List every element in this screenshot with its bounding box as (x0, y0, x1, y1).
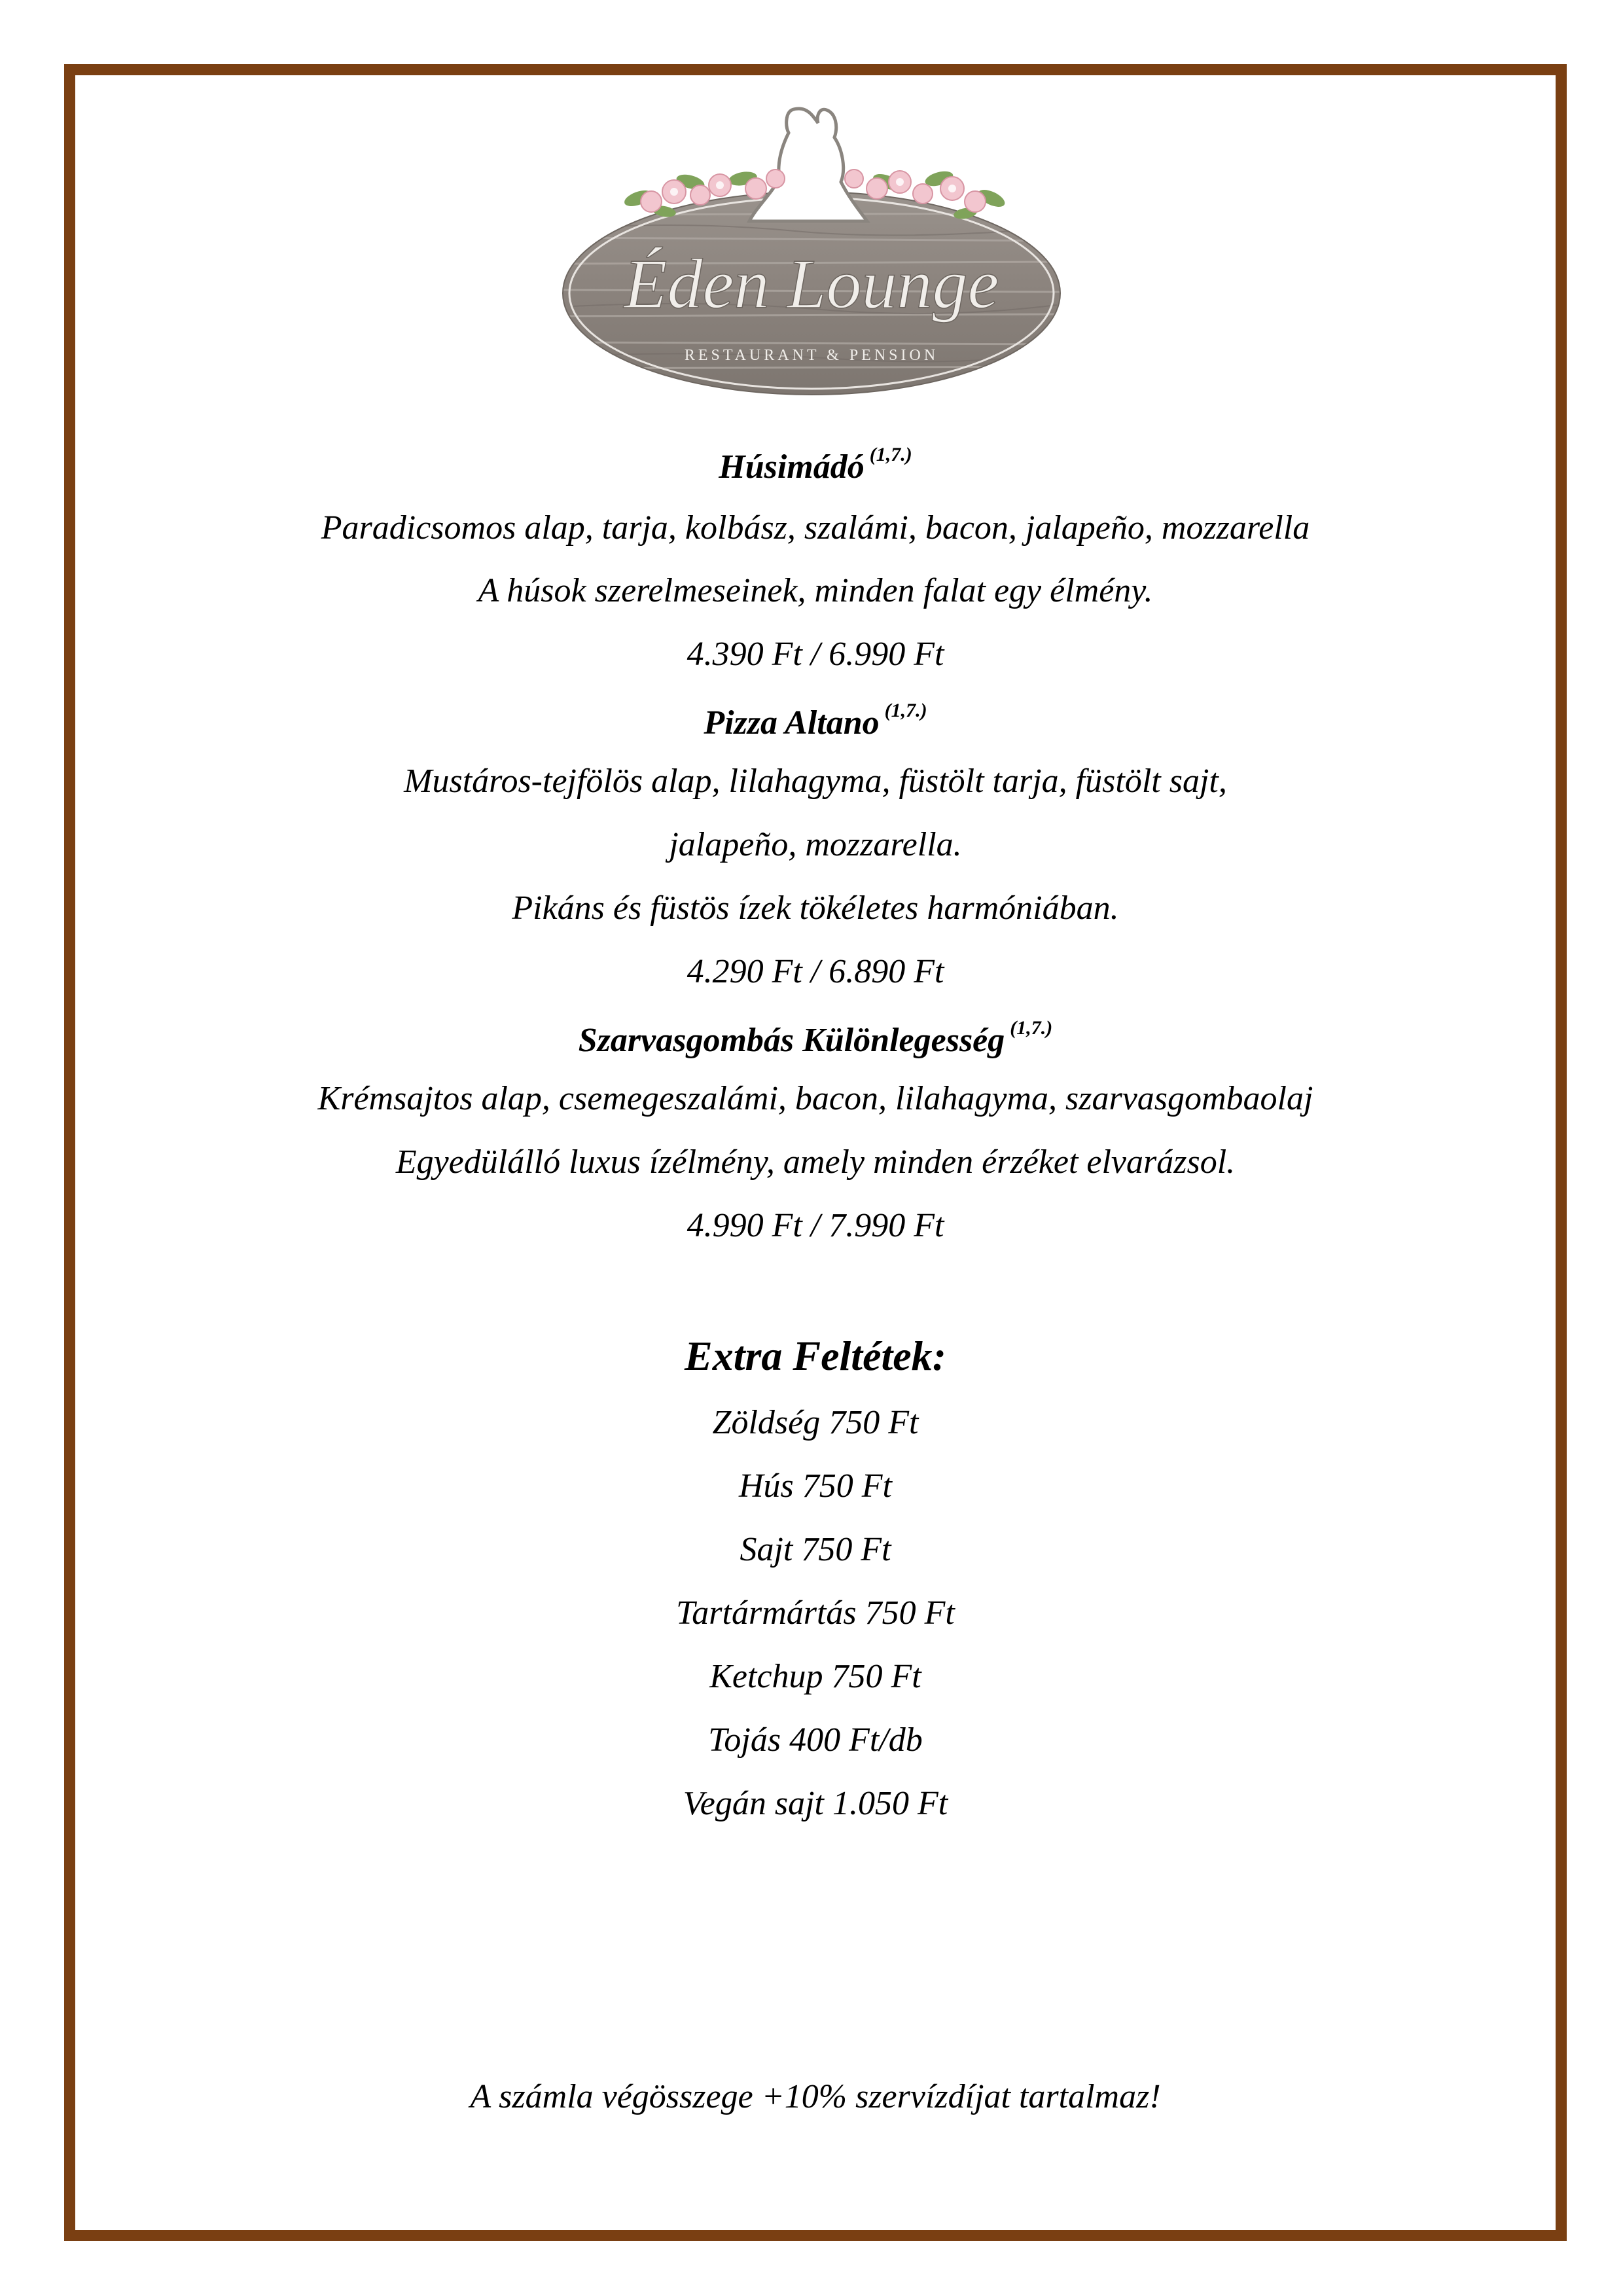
item-description: Krémsajtos alap, csemegeszalámi, bacon, lilahagyma, szarvasgombaolaj (317, 1080, 1313, 1117)
item-price: 4.990 Ft / 7.990 Ft (687, 1207, 944, 1244)
service-charge-note: A számla végösszege +10% szervízdíjat tartalmaz! (470, 2078, 1161, 2115)
menu-item-title (75, 445, 1556, 484)
extra-item: Zöldség 750 Ft (712, 1404, 919, 1441)
logo-tagline: RESTAURANT & PENSION (684, 347, 939, 364)
item-price: 4.390 Ft / 6.990 Ft (687, 636, 944, 673)
extra-item: Hús 750 Ft (739, 1467, 892, 1505)
allergen-codes: (1,7.) (869, 444, 912, 465)
item-name: Húsimádó (719, 448, 865, 486)
allergen-codes: (1,7.) (884, 700, 927, 721)
extra-item: Ketchup 750 Ft (709, 1658, 921, 1695)
eden-lounge-logo (560, 97, 1063, 404)
item-description: A húsok szerelmeseinek, minden falat egy élmény. (478, 572, 1153, 609)
item-price: 4.290 Ft / 6.890 Ft (687, 953, 944, 990)
item-description: Mustáros-tejfölös alap, lilahagyma, füstölt tarja, füstölt sajt, (404, 762, 1227, 800)
item-name: Szarvasgombás Különlegesség (578, 1022, 1005, 1059)
extra-item: Tojás 400 Ft/db (708, 1721, 923, 1759)
item-description: jalapeño, mozzarella. (669, 826, 962, 863)
item-description: Paradicsomos alap, tarja, kolbász, szalámi, bacon, jalapeño, mozzarella (321, 509, 1310, 547)
logo-name: Éden Lounge (624, 245, 999, 323)
item-description: Pikáns és füstös ízek tökéletes harmóniában. (512, 889, 1119, 927)
item-description: Egyedülálló luxus ízélmény, amely minden érzéket elvarázsol. (395, 1143, 1236, 1181)
extra-item: Tartármártás 750 Ft (676, 1594, 955, 1632)
item-name: Pizza Altano (704, 704, 880, 742)
extra-item: Vegán sajt 1.050 Ft (683, 1785, 948, 1822)
extras-title: Extra Feltétek: (685, 1333, 946, 1379)
menu-item-title (75, 1018, 1556, 1058)
extra-item: Sajt 750 Ft (740, 1531, 891, 1568)
allergen-codes: (1,7.) (1010, 1017, 1053, 1039)
menu-item-title (75, 701, 1556, 740)
